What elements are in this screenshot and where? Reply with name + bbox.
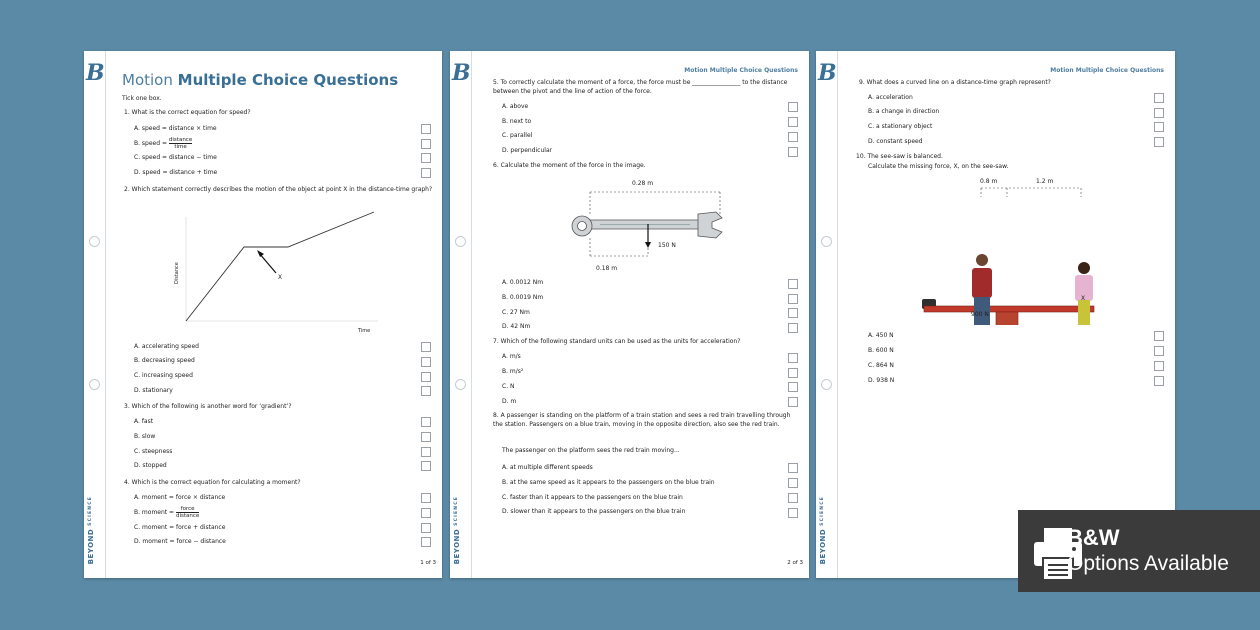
force-right-label: X (1081, 295, 1086, 302)
running-head: Motion Multiple Choice Questions (1050, 67, 1164, 74)
worksheet-page-3 (816, 51, 1175, 578)
q2-option-a: A. accelerating speed (134, 343, 199, 350)
question-10-instruction: Calculate the missing force, X, on the see-saw. (868, 163, 1009, 170)
worksheet-page-1 (84, 51, 442, 578)
q5-d-checkbox[interactable] (788, 147, 798, 157)
q10-c-checkbox[interactable] (1154, 361, 1164, 371)
q3-option-a: A. fast (134, 418, 154, 425)
question-1: 1. What is the correct equation for speed? (124, 109, 251, 116)
q4-a-checkbox[interactable] (421, 493, 431, 503)
bw-options-badge (1018, 510, 1260, 592)
question-8: 8. A passenger is standing on the platform of a train station and sees a red train travelling through the station. Passengers on a blue train, moving in the opposite direction, also see the red train. (493, 412, 791, 428)
q3-d-checkbox[interactable] (421, 461, 431, 471)
brand-vertical-text: BEYOND SCIENCE (819, 495, 827, 564)
punch-hole (455, 379, 466, 390)
graph-point-label: X (278, 274, 283, 281)
q9-d-checkbox[interactable] (1154, 137, 1164, 147)
q1-c-checkbox[interactable] (421, 153, 431, 163)
badge-title: B&W (1067, 525, 1120, 550)
q7-option-b: B. m/s² (502, 368, 524, 375)
q6-option-a: A. 0.0012 Nm (502, 279, 544, 286)
q3-option-c: C. steepness (134, 448, 173, 455)
graph-x-label: Time (358, 328, 371, 334)
q1-option-a: A. speed = distance × time (134, 125, 217, 132)
q9-option-b: B. a change in direction (868, 108, 940, 115)
q2-option-b: B. decreasing speed (134, 357, 195, 364)
q9-a-checkbox[interactable] (1154, 93, 1164, 103)
question-5: 5. To correctly calculate the moment of a force, the force must be ________________ to the distance between the pivot and the line of action of the force. (493, 79, 788, 95)
running-head: Motion Multiple Choice Questions (684, 67, 798, 74)
q3-option-d: D. stopped (134, 462, 167, 469)
q8-prompt: The passenger on the platform sees the red train moving... (502, 447, 680, 454)
q5-b-checkbox[interactable] (788, 117, 798, 127)
q7-option-a: A. m/s (502, 353, 521, 360)
q8-option-b: B. at the same speed as it appears to the passengers on the blue train (502, 479, 715, 486)
q3-b-checkbox[interactable] (421, 432, 431, 442)
q5-option-d: D. perpendicular (502, 147, 553, 154)
q2-d-checkbox[interactable] (421, 386, 431, 396)
q8-option-d: D. slower than it appears to the passengers on the blue train (502, 508, 686, 515)
question-10: 10. The see-saw is balanced. (856, 153, 943, 160)
punch-hole (89, 236, 100, 247)
q1-option-c: C. speed = distance − time (134, 154, 217, 161)
dim-right-label: 1.2 m (1036, 178, 1054, 185)
brand-vertical-text: BEYOND SCIENCE (87, 495, 95, 564)
q5-option-a: A. above (502, 103, 529, 110)
q4-option-d: D. moment = force − distance (134, 538, 226, 545)
q3-option-b: B. slow (134, 433, 156, 440)
force-left-label: 900 N (971, 311, 989, 318)
page-side-strip (450, 51, 472, 578)
q10-option-b: B. 600 N (868, 347, 894, 354)
question-6: 6. Calculate the moment of the force in the image. (493, 162, 646, 169)
q6-option-d: D. 42 Nm (502, 323, 531, 330)
q1-option-b: B. speed = $\frac{\text{distance}}{\text{time}}$ (134, 137, 193, 150)
q10-option-a: A. 450 N (868, 332, 894, 339)
dim-top-label: 0.28 m (632, 180, 654, 187)
q4-option-b: B. moment = $\frac{\text{force}}{\text{distance}}$ (134, 506, 200, 519)
q4-b-checkbox[interactable] (421, 508, 431, 518)
q7-b-checkbox[interactable] (788, 368, 798, 378)
q10-a-checkbox[interactable] (1154, 331, 1164, 341)
q8-d-checkbox[interactable] (788, 508, 798, 518)
q2-c-checkbox[interactable] (421, 372, 431, 382)
q2-option-d: D. stationary (134, 387, 173, 394)
q6-option-c: C. 27 Nm (502, 309, 530, 316)
q8-b-checkbox[interactable] (788, 478, 798, 488)
worksheet-page-2 (450, 51, 809, 578)
question-2: 2. Which statement correctly describes the motion of the object at point X in the distance-time graph? (124, 186, 433, 193)
page-side-strip (816, 51, 838, 578)
q9-option-c: C. a stationary object (868, 123, 933, 130)
question-7: 7. Which of the following standard units can be used as the units for acceleration? (493, 338, 741, 345)
q9-c-checkbox[interactable] (1154, 122, 1164, 132)
q7-option-c: C. N (502, 383, 515, 390)
question-3: 3. Which of the following is another word for ‘gradient’? (124, 403, 292, 410)
q3-a-checkbox[interactable] (421, 417, 431, 427)
q6-a-checkbox[interactable] (788, 279, 798, 289)
q7-option-d: D. m (502, 398, 517, 405)
question-4: 4. Which is the correct equation for calculating a moment? (124, 479, 301, 486)
q5-option-b: B. next to (502, 118, 532, 125)
q1-d-checkbox[interactable] (421, 168, 431, 178)
brand-logo: B (86, 60, 105, 86)
q8-c-checkbox[interactable] (788, 493, 798, 503)
brand-logo: B (452, 60, 471, 86)
see-saw-diagram (916, 175, 1106, 325)
q1-a-checkbox[interactable] (421, 124, 431, 134)
q6-d-checkbox[interactable] (788, 323, 798, 333)
brand-vertical-text: BEYOND SCIENCE (453, 495, 461, 564)
instruction: Tick one box. (122, 95, 162, 102)
spanner-diagram (560, 176, 730, 276)
q6-option-b: B. 0.0019 Nm (502, 294, 544, 301)
graph-y-label: Distance (174, 262, 180, 284)
page-number: 1 of 3 (420, 560, 436, 566)
page-number: 2 of 3 (787, 560, 803, 566)
q2-a-checkbox[interactable] (421, 342, 431, 352)
q4-option-a: A. moment = force × distance (134, 494, 226, 501)
q7-a-checkbox[interactable] (788, 353, 798, 363)
page-title: Motion Multiple Choice Questions (122, 71, 399, 89)
question-9: 9. What does a curved line on a distance-time graph represent? (859, 79, 1051, 86)
q8-option-a: A. at multiple different speeds (502, 464, 593, 471)
q8-a-checkbox[interactable] (788, 463, 798, 473)
force-label: 150 N (658, 242, 676, 249)
punch-hole (821, 379, 832, 390)
q8-option-c: C. faster than it appears to the passengers on the blue train (502, 494, 683, 501)
brand-logo: B (818, 60, 837, 86)
q10-b-checkbox[interactable] (1154, 346, 1164, 356)
q6-c-checkbox[interactable] (788, 308, 798, 318)
q5-c-checkbox[interactable] (788, 132, 798, 142)
distance-time-graph (168, 209, 388, 339)
dim-left-label: 0.8 m (980, 178, 998, 185)
q2-b-checkbox[interactable] (421, 357, 431, 367)
q2-option-c: C. increasing speed (134, 372, 193, 379)
q9-option-a: A. acceleration (868, 94, 913, 101)
q5-option-c: C. parallel (502, 132, 533, 139)
q7-c-checkbox[interactable] (788, 382, 798, 392)
q10-d-checkbox[interactable] (1154, 376, 1164, 386)
punch-hole (89, 379, 100, 390)
q1-b-checkbox[interactable] (421, 139, 431, 149)
punch-hole (821, 236, 832, 247)
punch-hole (455, 236, 466, 247)
q10-option-d: D. 938 N (868, 377, 895, 384)
q4-c-checkbox[interactable] (421, 523, 431, 533)
badge-subtitle: Options Available (1067, 552, 1229, 575)
page-side-strip (84, 51, 106, 578)
q1-option-d: D. speed = distance + time (134, 169, 218, 176)
q3-c-checkbox[interactable] (421, 447, 431, 457)
q6-b-checkbox[interactable] (788, 294, 798, 304)
q9-b-checkbox[interactable] (1154, 108, 1164, 118)
q4-d-checkbox[interactable] (421, 537, 431, 547)
dim-bottom-label: 0.18 m (596, 265, 618, 272)
q4-option-c: C. moment = force + distance (134, 524, 226, 531)
q10-option-c: C. 864 N (868, 362, 894, 369)
q9-option-d: D. constant speed (868, 138, 923, 145)
q7-d-checkbox[interactable] (788, 397, 798, 407)
q5-a-checkbox[interactable] (788, 102, 798, 112)
